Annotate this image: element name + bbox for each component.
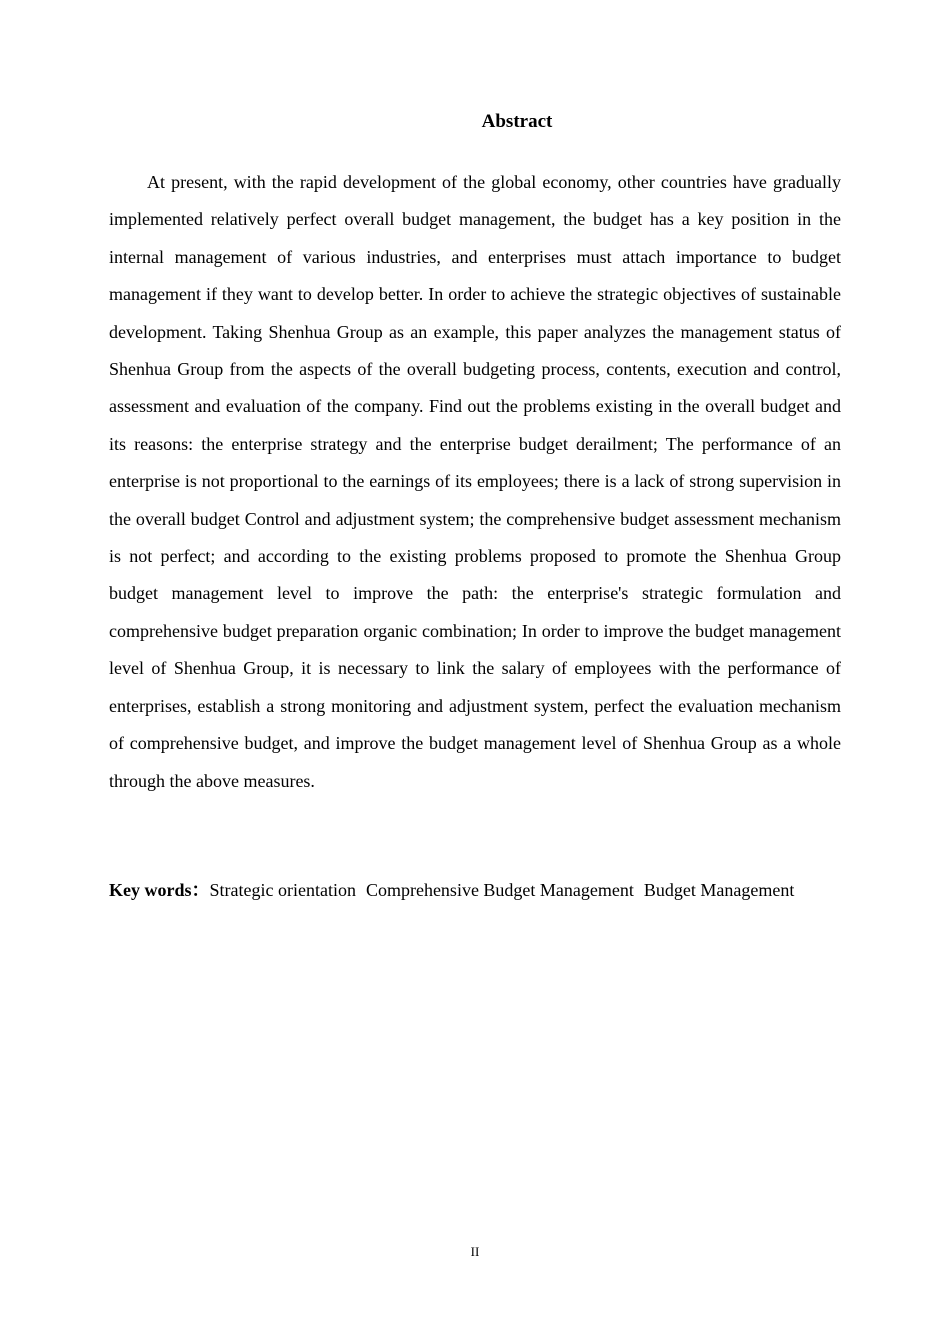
keyword-term: Budget Management (643, 880, 795, 900)
abstract-body: At present, with the rapid development of the global economy, other countries have gradually implemented relatively perfect overall budget management, the budget has a key position in the internal management of various industries, and enterprises must attach importance to budget management if they want to develop better. In order to achieve the strategic objectives of sustainable development. Taking Shenhua Group as an example, this paper analyzes the management status of Shenhua Group from the aspects of the overall budgeting process, contents, execution and control, assessment and evaluation of the company. Find out the problems existing in the overall budget and its reasons: the enterprise strategy and the enterprise budget derailment; The performance of an enterprise is not proportional to the earnings of its employees; there is a lack of strong supervision in the overall budget Control and adjustment system; the comprehensive budget assessment mechanism is not perfect; and according to the existing problems proposed to promote the Shenhua Group budget management level to improve the path: the enterprise's strategic formulation and comprehensive budget preparation organic combination; In order to improve the budget management level of Shenhua Group, it is necessary to link the salary of employees with the performance of enterprises, establish a strong monitoring and adjustment system, perfect the evaluation mechanism of comprehensive budget, and improve the budget management level of Shenhua Group as a whole through the above measures. (109, 172, 841, 791)
keywords-line (109, 877, 869, 903)
keyword-term: Comprehensive Budget Management (365, 880, 634, 900)
keywords-separator: ： (191, 880, 210, 900)
keywords-label: Key words (109, 880, 192, 900)
page-number: II (470, 1244, 480, 1259)
abstract-title: Abstract (481, 111, 553, 132)
keyword-term: Strategic orientation (209, 880, 356, 900)
